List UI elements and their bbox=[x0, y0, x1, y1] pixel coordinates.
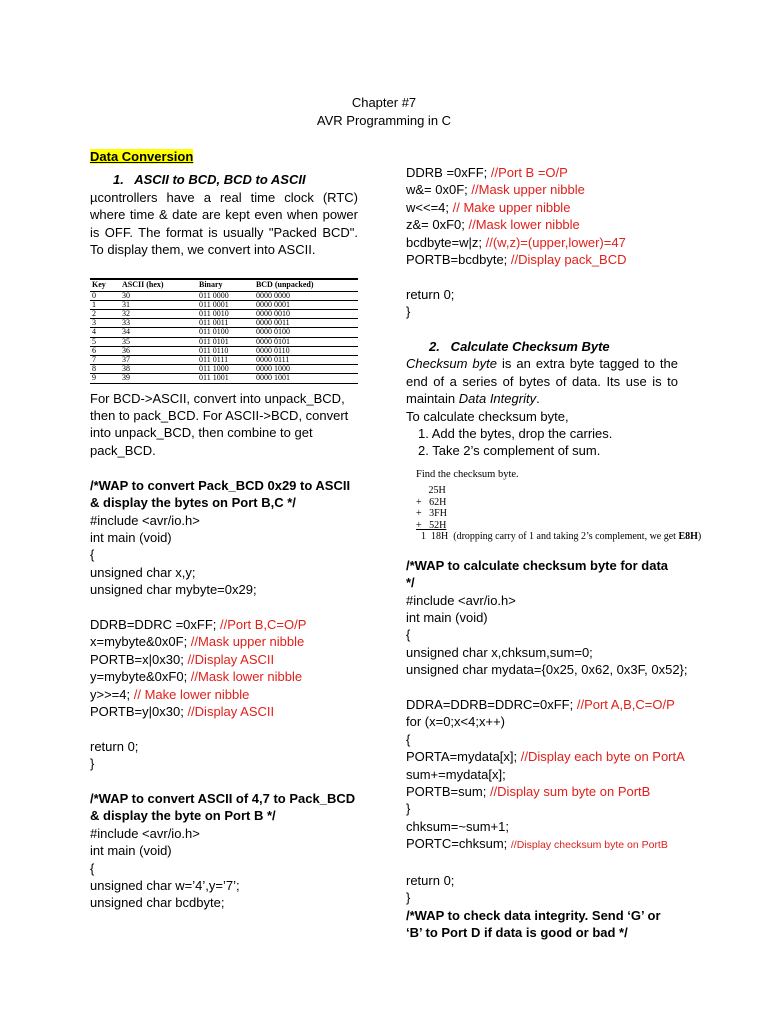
wap-heading-1: /*WAP to convert Pack_BCD 0x29 to ASCII & display the bytes on Port B,C */ bbox=[90, 477, 351, 511]
code-line: PORTB=y|0x30; //Display ASCII bbox=[90, 703, 275, 719]
table-header-ascii: ASCII (hex) bbox=[120, 279, 197, 291]
code-comment: //Display pack_BCD bbox=[510, 252, 627, 268]
table-cell: 2 bbox=[90, 310, 120, 319]
code-comment: //Display checksum byte on PortB bbox=[510, 839, 668, 852]
table-cell: 34 bbox=[120, 328, 197, 337]
code-line: z&= 0xF0; //Mask lower nibble bbox=[406, 217, 580, 233]
code-comment: //Port B =O/P bbox=[490, 165, 568, 180]
wap-heading-3: /*WAP to calculate checksum byte for data */ bbox=[406, 557, 669, 591]
code-line: int main (void) bbox=[90, 529, 172, 545]
checksum-paragraph: Checksum byte is an extra byte tagged to the end of a series of bytes of data. Its use is to maintain Data Integrity. bbox=[406, 356, 678, 407]
table-cell: 1 bbox=[90, 300, 120, 309]
section-heading-data-conversion: Data Conversion bbox=[90, 149, 194, 164]
code-line: { bbox=[90, 547, 95, 563]
code-comment: //Port B,C=O/P bbox=[220, 616, 307, 632]
table-cell: 0000 0001 bbox=[254, 300, 358, 309]
table-cell: 38 bbox=[120, 365, 197, 374]
code-comment: //Display ASCII bbox=[187, 703, 275, 719]
table-cell: 30 bbox=[120, 291, 197, 300]
table-header-key: Key bbox=[90, 279, 120, 291]
code-line: { bbox=[406, 627, 411, 643]
table-cell: 0000 0000 bbox=[254, 291, 358, 300]
code-line: { bbox=[406, 731, 411, 747]
code-comment: //Display sum byte on PortB bbox=[489, 784, 651, 800]
table-cell: 011 0100 bbox=[197, 328, 254, 337]
table-cell: 0000 0011 bbox=[254, 319, 358, 328]
table-cell: 0000 0101 bbox=[254, 337, 358, 346]
table-header-bcd: BCD (unpacked) bbox=[254, 279, 358, 291]
code-line: unsigned char x,y; bbox=[90, 564, 196, 580]
table-body bbox=[90, 291, 358, 383]
table-cell: 011 0111 bbox=[197, 356, 254, 365]
conversion-paragraph: For BCD->ASCII, convert into unpack_BCD, then to pack_BCD. For ASCII->BCD, convert into unpack_BCD, then combine to get pack_BCD. bbox=[90, 390, 349, 458]
code-line: unsigned char mybyte=0x29; bbox=[90, 582, 257, 598]
right-column bbox=[406, 164, 702, 942]
code-comment: //Mask lower nibble bbox=[468, 217, 580, 233]
code-comment: //(w,z)=(upper,lower)=47 bbox=[485, 234, 626, 250]
table-row bbox=[90, 374, 358, 383]
chapter-number: Chapter #7 bbox=[351, 95, 417, 110]
table-cell: 0000 0111 bbox=[254, 356, 358, 365]
code-line: for (x=0;x<4;x++) bbox=[406, 714, 505, 730]
table-cell: 32 bbox=[120, 310, 197, 319]
code-line: PORTB=x|0x30; //Display ASCII bbox=[90, 651, 275, 667]
data-integrity-term: Data Integrity bbox=[458, 391, 537, 407]
table-cell: 37 bbox=[120, 356, 197, 365]
table-cell: 31 bbox=[120, 300, 197, 309]
table-cell: 33 bbox=[120, 319, 197, 328]
table-cell: 011 1001 bbox=[197, 374, 254, 383]
table-row bbox=[90, 337, 358, 346]
intro-paragraph: µcontrollers have a real time clock (RTC) where time & date are kept even when power is OFF. The format is usually "Packed BCD". To display them, we convert into ASCII. bbox=[90, 189, 358, 258]
code-line: unsigned char w=’4’,y=’7’; bbox=[90, 877, 240, 893]
table-header-row bbox=[90, 279, 358, 291]
code-line: x=mybyte&0x0F; //Mask upper nibble bbox=[90, 634, 305, 650]
code-comment: //Display ASCII bbox=[187, 651, 275, 667]
left-column bbox=[90, 148, 358, 912]
code-line: bcdbyte=w|z; //(w,z)=(upper,lower)=47 bbox=[406, 234, 626, 250]
table-cell: 8 bbox=[90, 365, 120, 374]
table-cell: 0000 0100 bbox=[254, 328, 358, 337]
code-line: unsigned char bcdbyte; bbox=[90, 895, 225, 911]
table-cell: 011 0110 bbox=[197, 346, 254, 355]
code-comment: //Mask upper nibble bbox=[190, 634, 305, 650]
table-header-binary: Binary bbox=[197, 279, 254, 291]
checksum-term: Checksum byte bbox=[406, 356, 497, 372]
list-item: 2. Take 2’s complement of sum. bbox=[418, 443, 601, 459]
figure-title: Find the checksum byte. bbox=[416, 468, 519, 480]
code-comment: //Mask upper nibble bbox=[471, 182, 585, 198]
code-line: } bbox=[406, 304, 411, 320]
code-line: #include <avr/io.h> bbox=[90, 512, 200, 528]
code-line: y>>=4; // Make lower nibble bbox=[90, 686, 250, 702]
table-cell: 011 0101 bbox=[197, 337, 254, 346]
table-cell: 011 0000 bbox=[197, 291, 254, 300]
code-line: DDRA=DDRB=DDRC=0xFF; //Port A,B,C=O/P bbox=[406, 697, 675, 713]
code-comment: // Make upper nibble bbox=[452, 199, 571, 215]
figure-result-row: 1 18H (dropping carry of 1 and taking 2’s complement, we get E8H) bbox=[416, 531, 702, 543]
table-cell: 011 0001 bbox=[197, 300, 254, 309]
list-item: 1. Add the bytes, drop the carries. bbox=[418, 426, 613, 442]
table-cell: 0 bbox=[90, 291, 120, 300]
table-cell: 011 1000 bbox=[197, 365, 254, 374]
code-line: PORTC=chksum; //Display checksum byte on PortB bbox=[406, 836, 668, 852]
code-line: { bbox=[90, 860, 95, 876]
table-cell: 35 bbox=[120, 337, 197, 346]
table-cell: 011 0011 bbox=[197, 319, 254, 328]
code-line: } bbox=[406, 801, 411, 817]
wap-heading-2: /*WAP to convert ASCII of 4,7 to Pack_BCD & display the byte on Port B */ bbox=[90, 790, 356, 824]
table-cell: 4 bbox=[90, 328, 120, 337]
code-line: unsigned char x,chksum,sum=0; bbox=[406, 644, 593, 660]
figure-row: + 52H bbox=[416, 519, 447, 531]
table-cell: 011 0010 bbox=[197, 310, 254, 319]
figure-row: + 3FH bbox=[416, 508, 447, 520]
table-cell: 0000 0110 bbox=[254, 346, 358, 355]
code-line: chksum=~sum+1; bbox=[406, 818, 509, 834]
code-line: PORTB=sum; //Display sum byte on PortB bbox=[406, 784, 651, 800]
table-row bbox=[90, 328, 358, 337]
table-cell: 5 bbox=[90, 337, 120, 346]
code-line: #include <avr/io.h> bbox=[406, 592, 516, 608]
code-line: return 0; bbox=[406, 873, 455, 889]
checksum-figure bbox=[416, 466, 702, 543]
code-line: int main (void) bbox=[406, 610, 488, 625]
code-comment: // Make lower nibble bbox=[133, 686, 250, 702]
code-line: DDRB =0xFF; //Port B =O/P bbox=[406, 165, 568, 180]
wap-heading-4: /*WAP to check data integrity. Send ‘G’ or ‘B’ to Port D if data is good or bad */ bbox=[406, 907, 661, 941]
code-line: sum+=mydata[x]; bbox=[406, 766, 506, 782]
code-line: y=mybyte&0xF0; //Mask lower nibble bbox=[90, 669, 303, 685]
subheading-checksum: 2. Calculate Checksum Byte bbox=[429, 339, 610, 355]
code-line: unsigned char mydata={0x25, 0x62, 0x3F, 0x52}; bbox=[406, 662, 688, 678]
code-line: int main (void) bbox=[90, 843, 172, 859]
table-cell: 3 bbox=[90, 319, 120, 328]
code-comment: //Display each byte on PortA bbox=[520, 749, 685, 765]
table-cell: 36 bbox=[120, 346, 197, 355]
subheading-ascii-bcd: 1. ASCII to BCD, BCD to ASCII bbox=[113, 172, 306, 188]
code-line: DDRB=DDRC =0xFF; //Port B,C=O/P bbox=[90, 616, 307, 632]
table-cell: 39 bbox=[120, 374, 197, 383]
table-cell: 0000 1000 bbox=[254, 365, 358, 374]
checksum-instruction: To calculate checksum byte, bbox=[406, 408, 569, 424]
figure-row: 25H bbox=[416, 485, 446, 497]
code-line: PORTA=mydata[x]; //Display each byte on PortA bbox=[406, 749, 685, 765]
code-line: } bbox=[406, 890, 411, 906]
code-line: return 0; bbox=[90, 738, 139, 754]
code-line: PORTB=bcdbyte; //Display pack_BCD bbox=[406, 252, 627, 268]
table-row bbox=[90, 291, 358, 300]
code-line: w&= 0x0F; //Mask upper nibble bbox=[406, 182, 585, 198]
table-cell: 0000 0010 bbox=[254, 310, 358, 319]
code-line: w<<=4; // Make upper nibble bbox=[406, 199, 571, 215]
code-line: } bbox=[90, 756, 95, 772]
page-header bbox=[0, 94, 768, 130]
code-comment: //Mask lower nibble bbox=[190, 669, 303, 685]
code-line: #include <avr/io.h> bbox=[90, 825, 200, 841]
table-cell: 9 bbox=[90, 374, 120, 383]
code-comment: //Port A,B,C=O/P bbox=[576, 697, 675, 713]
table-cell: 0000 1001 bbox=[254, 374, 358, 383]
figure-row: + 62H bbox=[416, 496, 447, 508]
table-cell: 7 bbox=[90, 356, 120, 365]
ascii-bcd-table bbox=[90, 278, 358, 383]
chapter-title: AVR Programming in C bbox=[316, 113, 452, 128]
table-cell: 6 bbox=[90, 346, 120, 355]
code-line: return 0; bbox=[406, 286, 455, 302]
